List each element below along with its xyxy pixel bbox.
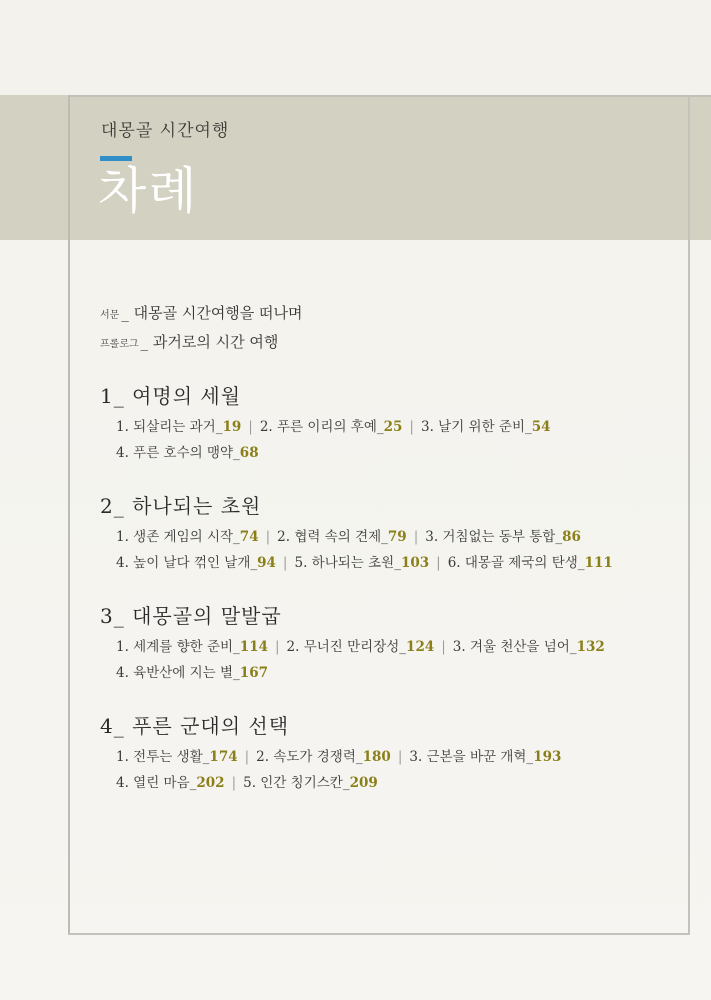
chapter-title: 3_ 대몽골의 말발굽: [100, 604, 282, 628]
toc-entry-label: 6. 대몽골 제국의 탄생_: [447, 555, 585, 571]
toc-entry-label: 2. 속도가 경쟁력_: [256, 749, 363, 765]
chapter-block: [100, 710, 561, 796]
frame-left-line: [68, 95, 70, 935]
entry-separator: |: [248, 419, 253, 435]
entry-separator: |: [436, 555, 441, 571]
toc-entry-label: 1. 세계를 향한 준비_: [116, 639, 240, 655]
toc-entry-page: 54: [531, 419, 551, 435]
entry-separator: |: [413, 529, 419, 545]
toc-entry-page: 174: [209, 749, 238, 765]
header-top-margin: [0, 0, 711, 95]
toc-entry-label: 4. 푸른 호수의 맹약_: [116, 445, 240, 461]
entry-separator: |: [282, 555, 288, 571]
toc-entry-label: 3. 거침없는 동부 통합_: [425, 529, 563, 545]
frame-top-line: [68, 95, 711, 97]
toc-entry-page: 111: [584, 555, 613, 571]
frame-bottom-line: [68, 933, 690, 935]
front-matter-tag: 서문: [100, 310, 120, 321]
toc-entry-page: 74: [239, 529, 259, 545]
toc-entry-label: 4. 높이 날다 꺾인 날개_: [116, 555, 258, 571]
chapter-title: 4_ 푸른 군대의 선택: [100, 714, 290, 738]
toc-entry-page: 124: [406, 639, 435, 655]
toc-entry-page: 180: [362, 749, 391, 765]
toc-entry-label: 3. 겨울 천산을 넘어_: [452, 639, 577, 655]
front-matter-text: _ 과거로의 시간 여행: [140, 333, 279, 351]
toc-entry-label: 3. 날기 위한 준비_: [420, 419, 532, 435]
entry-separator: |: [265, 529, 271, 545]
toc-entry-label: 1. 전투는 생활_: [116, 749, 210, 765]
frame-right-line: [688, 95, 690, 935]
toc-entry-page: 79: [387, 529, 407, 545]
toc-entry-page: 132: [576, 639, 605, 655]
toc-entry-page: 193: [533, 749, 562, 765]
toc-entry-page: 103: [400, 555, 430, 571]
toc-entry-label: 3. 근본을 바꾼 개혁_: [409, 749, 534, 765]
toc-entry-label: 1. 생존 게임의 시작_: [116, 529, 240, 545]
front-matter-text: _ 대몽골 시간여행을 떠나며: [121, 304, 303, 322]
toc-entry-label: 2. 무너진 만리장성_: [286, 639, 407, 655]
series-title: 대몽골 시간여행: [101, 121, 230, 141]
toc-entry-page: 202: [196, 775, 225, 791]
toc-line: [116, 660, 605, 686]
toc-line: [116, 550, 613, 576]
accent-bar: [100, 156, 132, 161]
chapter-title: 2_ 하나되는 초원: [100, 494, 262, 518]
toc-entry-label: 4. 열린 마음_: [116, 775, 197, 791]
toc-entry-page: 114: [239, 639, 268, 655]
front-matter-tag: 프롤로그: [100, 339, 139, 350]
toc-line: [116, 770, 561, 796]
front-matter-prologue: [100, 331, 278, 352]
entry-separator: |: [231, 775, 237, 791]
toc-line: [116, 440, 551, 466]
toc-entry-page: 19: [222, 419, 242, 435]
toc-entry-page: 25: [383, 419, 403, 435]
page-title: 차례: [98, 162, 199, 220]
toc-line: [116, 414, 551, 440]
chapter-block: [100, 380, 551, 466]
toc-line: [116, 524, 613, 550]
toc-entry-label: 4. 육반산에 지는 별_: [116, 665, 240, 681]
toc-entry-page: 167: [239, 665, 268, 681]
chapter-block: [100, 490, 613, 576]
toc-entry-page: 94: [257, 555, 276, 571]
toc-entry-label: 1. 되살리는 과거_: [116, 419, 223, 435]
toc-entry-page: 68: [239, 445, 259, 461]
toc-entry-label: 5. 인간 칭기스칸_: [243, 775, 350, 791]
toc-entry-label: 2. 협력 속의 견제_: [277, 529, 388, 545]
toc-entry-page: 86: [562, 529, 581, 545]
entry-separator: |: [409, 419, 414, 435]
toc-entry-label: 5. 하나되는 초원_: [294, 555, 401, 571]
entry-separator: |: [397, 749, 403, 765]
entry-separator: |: [274, 639, 280, 655]
toc-line: [116, 634, 605, 660]
front-matter-preface: [100, 302, 303, 323]
toc-entry-page: 209: [349, 775, 378, 791]
toc-line: [116, 744, 561, 770]
entry-separator: |: [441, 639, 446, 655]
entry-separator: |: [244, 749, 250, 765]
chapter-title: 1_ 여명의 세월: [100, 384, 242, 408]
toc-entry-label: 2. 푸른 이리의 후예_: [259, 419, 384, 435]
chapter-block: [100, 600, 605, 686]
